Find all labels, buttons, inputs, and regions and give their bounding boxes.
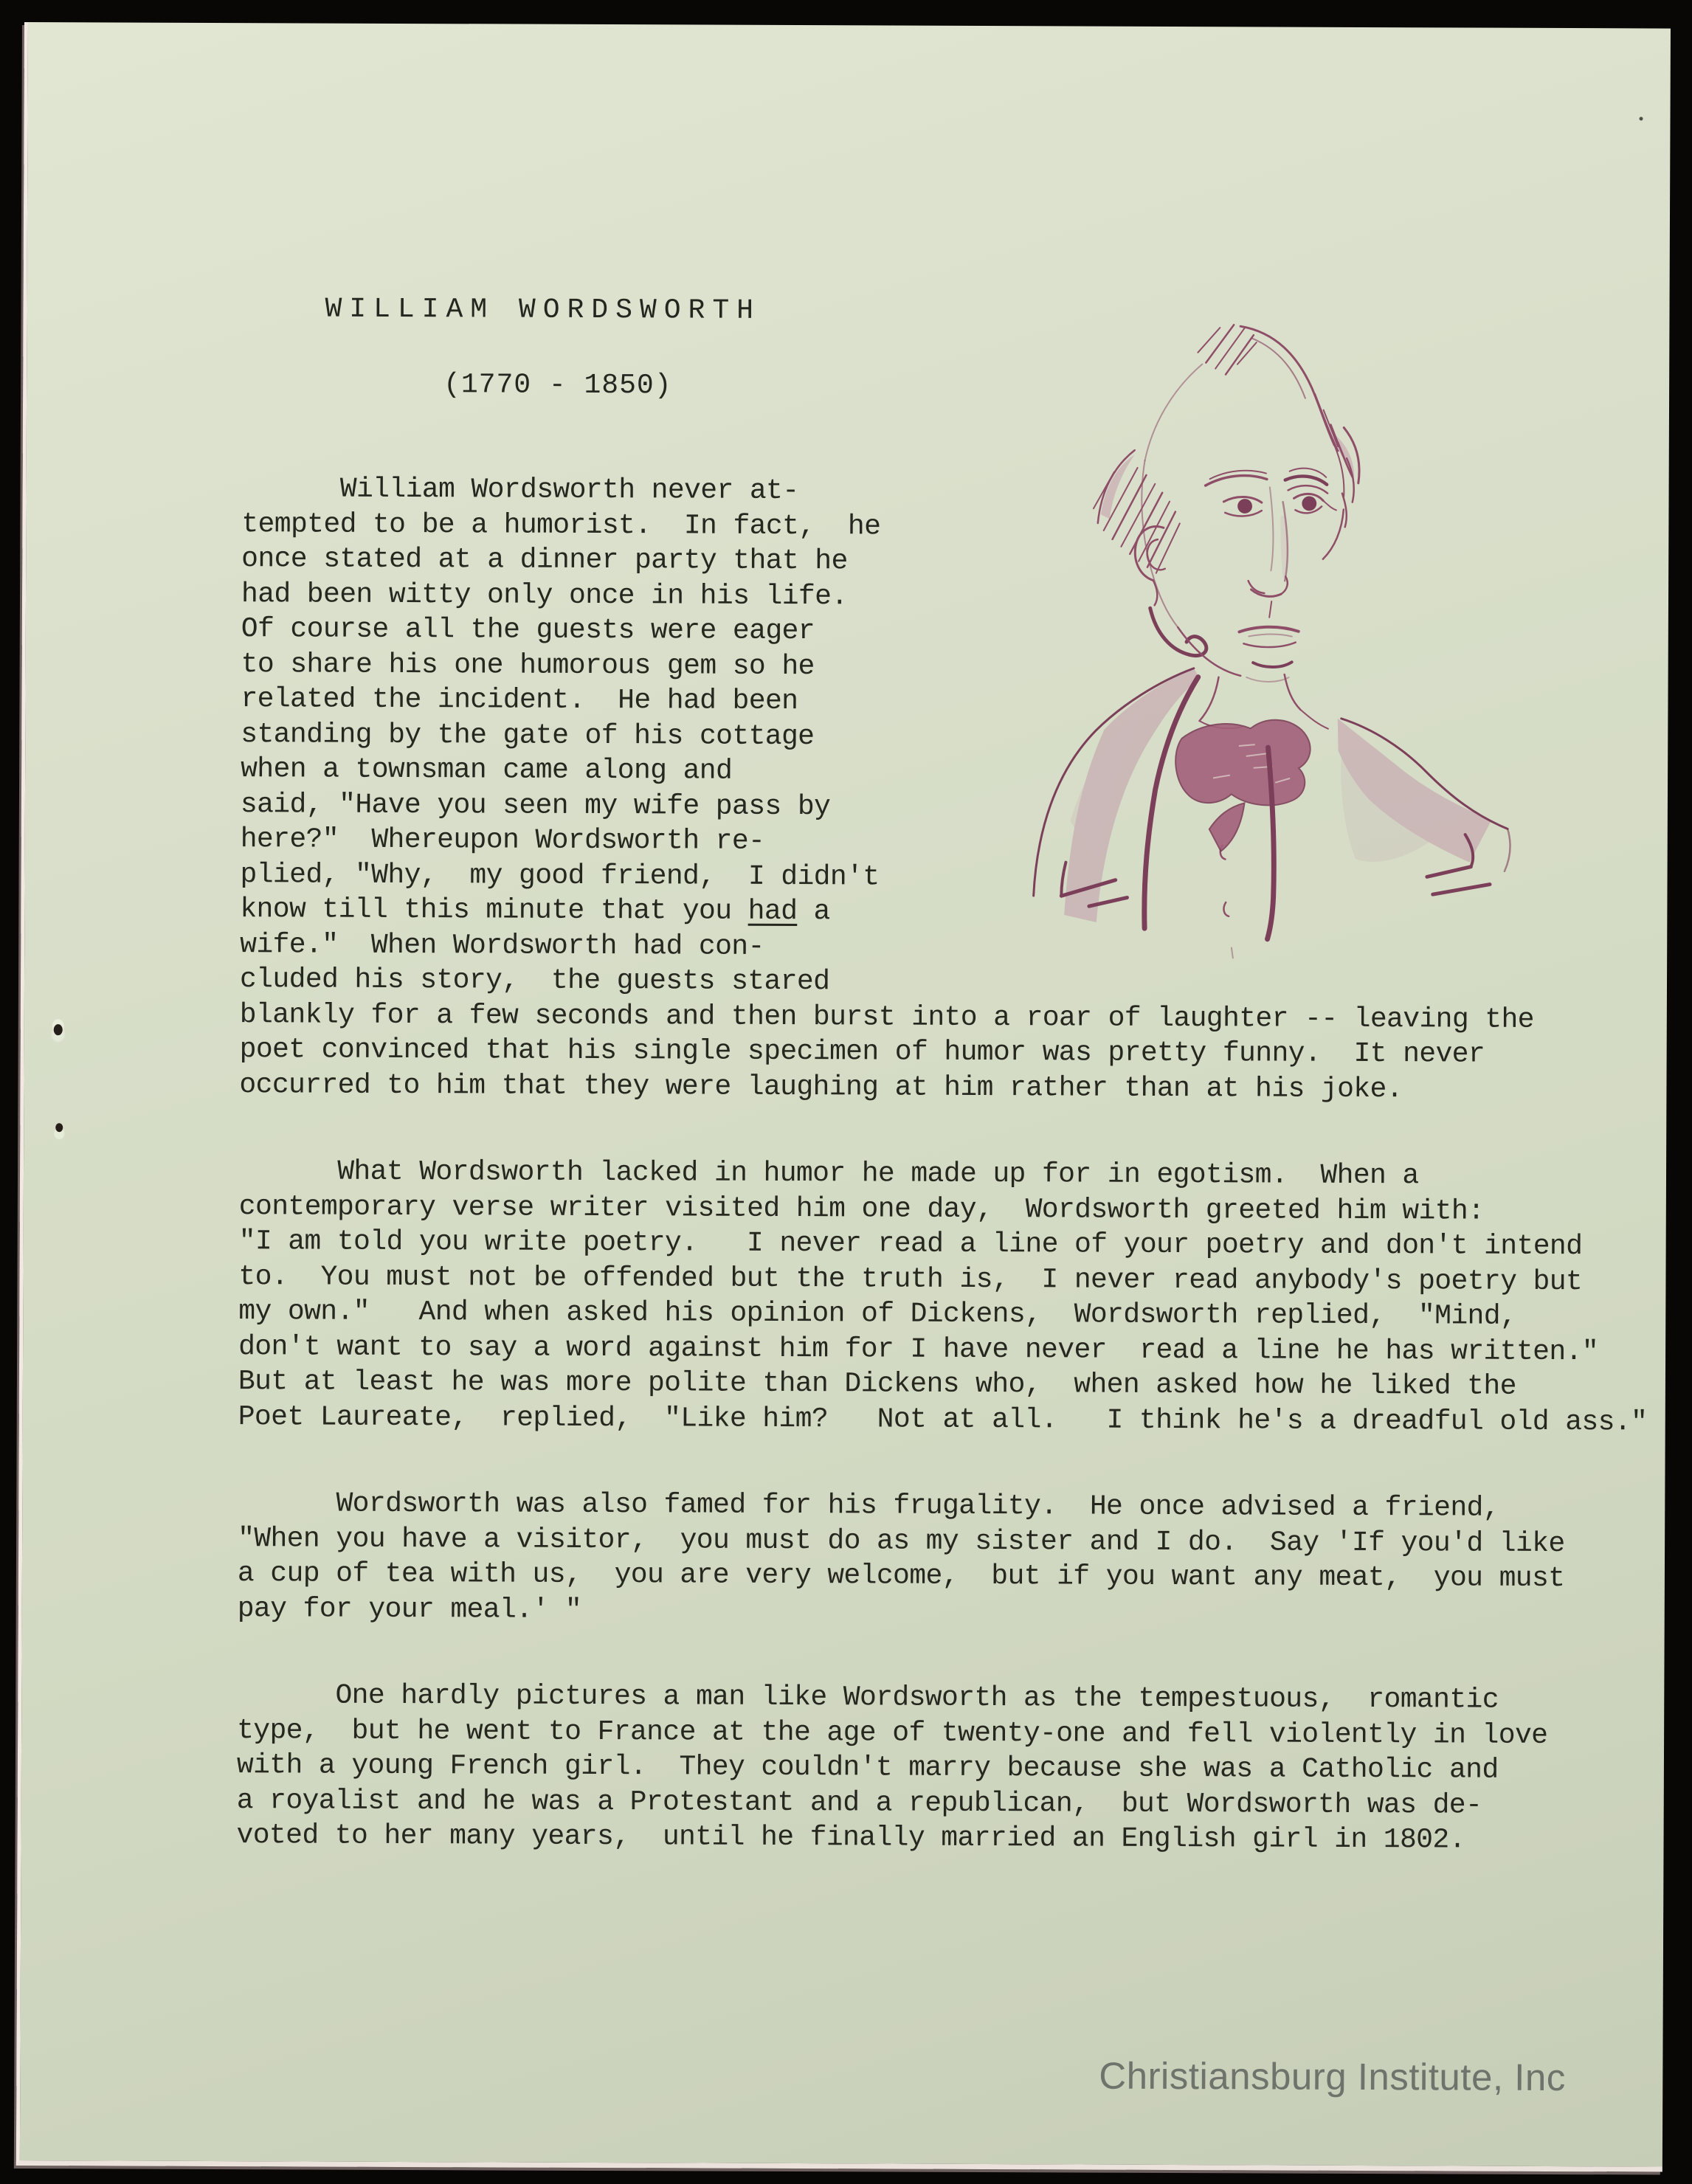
paragraph bbox=[238, 1486, 1647, 1631]
text-line: don't want to say a word against him for I have never read a line he has written." bbox=[238, 1330, 1599, 1368]
text-line: standing by the gate of his cottage bbox=[241, 718, 815, 753]
text-line: What Wordsworth lacked in humor he made up for in egotism. When a bbox=[238, 1155, 1419, 1192]
text-line: "When you have a visitor, you must do as my sister and I do. Say 'If you'd like bbox=[238, 1522, 1565, 1560]
text-line: Of course all the guests were eager bbox=[241, 613, 815, 648]
text-line: But at least he was more polite than Dickens who, when asked how he liked the bbox=[238, 1366, 1516, 1403]
title-dates: (1770 - 1850) bbox=[443, 369, 672, 402]
wordsworth-portrait-sketch bbox=[1024, 317, 1556, 962]
text-line: here?" Whereupon Wordsworth re- bbox=[240, 823, 765, 857]
text-line: a royalist and he was a Protestant and a republican, but Wordsworth was de- bbox=[236, 1784, 1482, 1822]
text-line: Poet Laureate, replied, "Like him? Not at all. I think he's a dreadful old ass." bbox=[238, 1400, 1648, 1438]
right-eye bbox=[1302, 496, 1316, 511]
text-line: with a young French girl. They couldn't marry because she was a Catholic and bbox=[236, 1749, 1499, 1786]
text-line: had been witty only once in his life. bbox=[241, 578, 848, 612]
text-line: William Wordsworth never at- bbox=[241, 473, 799, 508]
text-line: a cup of tea with us, you are very welcome, but if you want any meat, you must bbox=[237, 1558, 1565, 1595]
text-line: tempted to be a humorist. In fact, he bbox=[241, 508, 881, 542]
paragraph bbox=[238, 1154, 1648, 1440]
text-line: Wordsworth was also famed for his frugality. He once advised a friend, bbox=[238, 1487, 1500, 1524]
text-line: plied, "Why, my good friend, I didn't bbox=[240, 858, 880, 893]
text-line: when a townsman came along and bbox=[241, 753, 733, 787]
text-line: to share his one humorous gem so he bbox=[241, 648, 815, 682]
text-line: contemporary verse writer visited him one day, Wordsworth greeted him with: bbox=[238, 1190, 1485, 1228]
text-line: once stated at a dinner party that he bbox=[241, 543, 848, 578]
text-line: cluded his story, the guests stared bbox=[239, 964, 830, 998]
text-line: occurred to him that they were laughing at him rather than at his joke. bbox=[239, 1068, 1403, 1105]
text-line: voted to her many years, until he finally married an English girl in 1802. bbox=[236, 1820, 1465, 1856]
paragraph bbox=[236, 1678, 1646, 1859]
text-line: my own." And when asked his opinion of Dickens, Wordsworth replied, "Mind, bbox=[238, 1296, 1517, 1333]
text-line: blankly for a few seconds and then burst into a roar of laughter -- leaving the bbox=[239, 998, 1535, 1036]
ink-speck bbox=[55, 1123, 63, 1132]
text-line: poet convinced that his single specimen of humor was pretty funny. It never bbox=[239, 1034, 1485, 1071]
text-line: said, "Have you seen my wife pass by bbox=[240, 788, 831, 823]
text-line: "I am told you write poetry. I never read a line of your poetry and don't intend bbox=[238, 1226, 1583, 1263]
watermark: Christiansburg Institute, Inc bbox=[1099, 2054, 1566, 2099]
underlined-word: had bbox=[747, 895, 798, 928]
left-eye bbox=[1237, 499, 1252, 514]
ink-speck bbox=[54, 1024, 63, 1035]
text-line: type, but he went to France at the age of twenty-one and fell violently in love bbox=[237, 1714, 1548, 1752]
document-page bbox=[16, 22, 1671, 2172]
text-line: pay for your meal.' " bbox=[237, 1592, 582, 1626]
page-title: WILLIAM WORDSWORTH bbox=[325, 293, 762, 327]
text-line: related the incident. He had been bbox=[241, 683, 798, 718]
text-line: know till this minute that you had a bbox=[240, 894, 830, 928]
text-line: wife." When Wordsworth had con- bbox=[240, 928, 764, 963]
text-line: to. You must not be offended but the truth is, I never read anybody's poetry but bbox=[238, 1260, 1583, 1298]
text-line: One hardly pictures a man like Wordsworth as the tempestuous, romantic bbox=[237, 1679, 1499, 1716]
ink-speck bbox=[1640, 117, 1643, 120]
